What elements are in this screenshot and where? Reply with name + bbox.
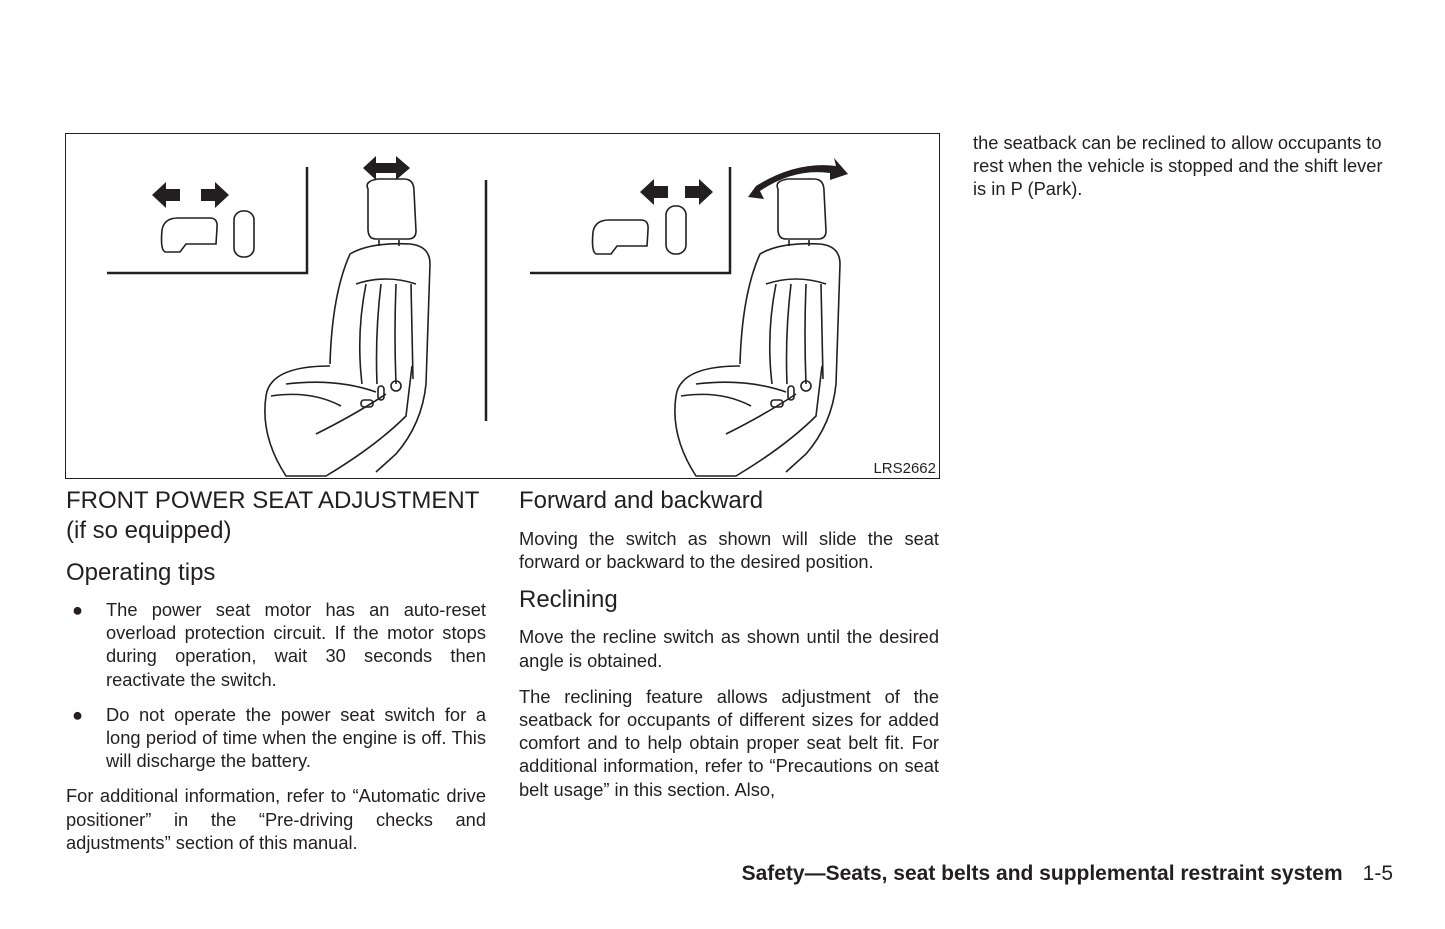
bullet-item [66,598,486,691]
seat-adjustment-figure [65,133,940,479]
slide-switch-icon [593,220,649,254]
bullet-icon: ● [72,599,84,620]
recline-switch-icon [234,211,254,257]
subheading-reclining: Reclining [519,586,618,614]
slide-arrows-icon [152,156,410,208]
reclining-panel [530,158,848,476]
section-heading: FRONT POWER SEAT ADJUSTMENT [66,487,480,514]
slide-arrows-icon [640,179,713,205]
subheading-operating-tips: Operating tips [66,559,216,586]
paragraph: the seatback can be reclined to allow occupants to rest when the vehicle is stopped and the shift lever is in P (Park). [973,132,1383,200]
paragraph: The reclining feature allows adjustment of the seatback for occupants of different sizes for added comfort and to help obtain proper seat belt fit. For additional information, refer to “Precautions on seat belt usage” in this section. Also, [519,685,939,800]
seat-illustration [66,134,939,478]
right-column [973,131,1393,201]
seat-icon [675,179,840,476]
slide-switch-icon [162,218,218,252]
paragraph: For additional information, refer to “Automatic drive positioner” in the “Pre-driving checks and adjustments” section of this manual. [66,785,486,853]
section-heading-sub: (if so equipped) [66,517,232,544]
recline-switch-icon [666,206,686,254]
bullet-icon: ● [72,703,84,725]
page-number: 1-5 [1362,862,1393,885]
paragraph: Moving the switch as shown will slide the seat forward or backward to the desired position. [519,528,939,573]
forward-backward-panel [107,156,430,476]
paragraph: Move the recline switch as shown until the desired angle is obtained. [519,626,939,671]
left-column [66,486,486,854]
middle-column [519,486,939,801]
figure-code: LRS2662 [873,460,936,477]
bullet-text: Do not operate the power seat switch for a long period of time when the engine is off. This will discharge the battery. [106,703,486,772]
subheading-forward-backward: Forward and backward [519,487,764,514]
seat-icon [265,179,430,476]
footer-section-title: Safety—Seats, seat belts and supplemental restraint system [741,862,1343,885]
bullet-item [66,703,486,773]
page-footer [742,862,1393,886]
bullet-text: The power seat motor has an auto-reset overload protection circuit. If the motor stops during operation, wait 30 seconds then reactivate the switch. [106,599,486,690]
